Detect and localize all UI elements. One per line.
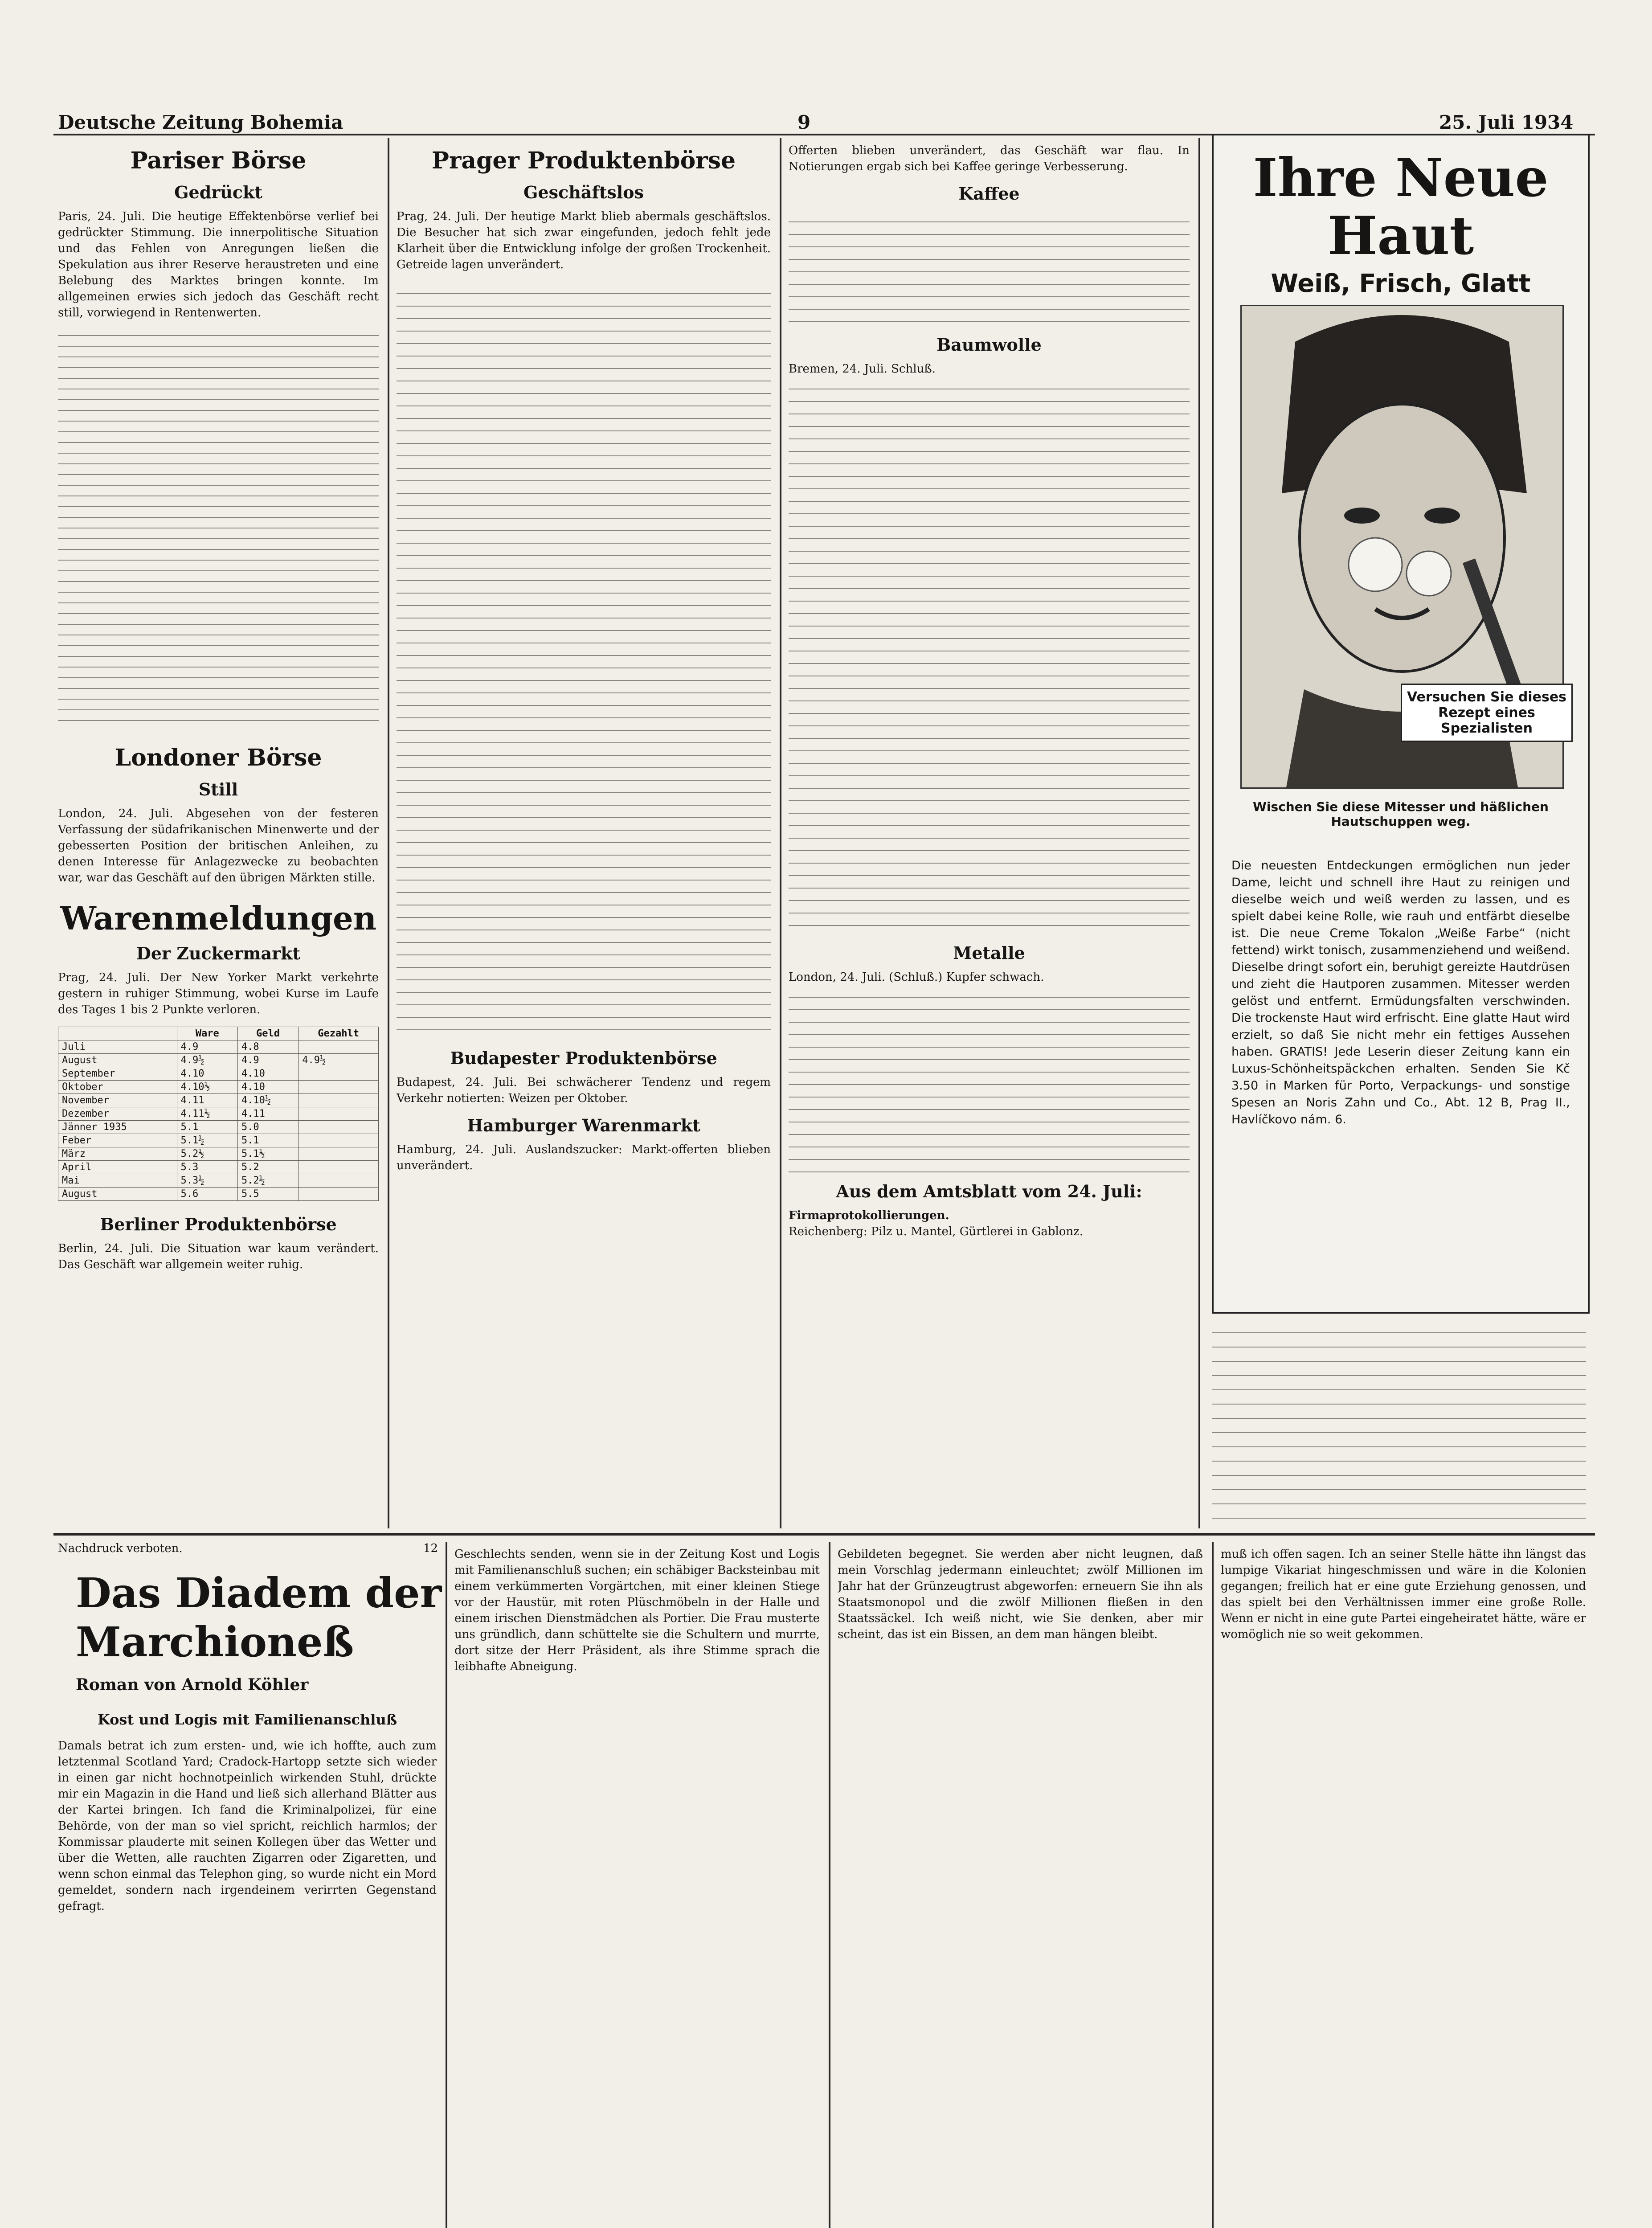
sugar-table — [58, 1027, 379, 1201]
hamburg-title: Hamburger Warenmarkt — [467, 1115, 700, 1135]
metalle-title: Metalle — [953, 943, 1025, 963]
sugar-table-cell: März — [58, 1147, 177, 1161]
novel-author: Roman von Arnold Köhler — [76, 1675, 309, 1694]
sugar-table-cell — [299, 1147, 379, 1161]
sugar-table-row — [58, 1134, 379, 1147]
sugar-table-cell — [299, 1094, 379, 1107]
sugar-table-cell — [299, 1081, 379, 1094]
section-rule — [53, 1533, 1595, 1536]
ad-body: Die neuesten Entdeckungen ermöglichen nun jeder Dame, leicht und schnell ihre Haut zu reinigen und dieselbe weich und weiß werden zu lassen, und es spielt dabei keine Rolle, wie rauh und entfärbt dieselbe ist. Die neue Creme Tokalon „Weiße Farbe“ (nicht fettend) wirkt tonisch, zusammenziehend und weißend. Dieselbe dringt sofort ein, beruhigt gereizte Hautdrüsen und zieht die Hautporen zusammen. Mitesser werden gelöst und entfernt. Ermüdungsfalten verschwinden. Die trockenste Haut wird erfrischt. Eine glatte Haut wird erzielt, so daß Sie nicht mehr ein fettiges Aussehen haben. GRATIS! Jede Leserin dieser Zeitung kann ein Luxus-Schönheitspäckchen erhalten. Senden Sie Kč 3.50 in Marken für Porto, Verpackungs- und sonstige Spesen an Noris Zahn und Co., Abt. 12 B, Prag II., Havlíčkovo nám. 6. — [1231, 859, 1570, 1126]
sugar-table-cell: 5.0 — [237, 1121, 298, 1134]
sugar-table-row — [58, 1094, 379, 1107]
sugar-table-cell: 4.11½ — [177, 1107, 237, 1121]
waren-subtitle: Der Zuckermarkt — [136, 943, 301, 963]
column-finance-left — [58, 143, 379, 1524]
market-right-text: Offerten blieben unverändert, das Geschäft war flau. In Notierungen ergab sich bei Kaffee geringe Verbesserung. — [789, 144, 1190, 173]
sugar-table-cell — [299, 1174, 379, 1188]
baumwolle-text: Bremen, 24. Juli. Schluß. — [789, 362, 936, 376]
header-left: Deutsche Zeitung Bohemia — [58, 111, 343, 133]
sugar-table-cell: Mai — [58, 1174, 177, 1188]
sugar-table-cell: 5.3½ — [177, 1174, 237, 1188]
sugar-header — [58, 1027, 177, 1040]
sugar-table-cell: November — [58, 1094, 177, 1107]
sugar-table-cell: April — [58, 1161, 177, 1174]
sugar-table-row — [58, 1081, 379, 1094]
sugar-table-cell — [299, 1040, 379, 1054]
sugar-table-cell: Feber — [58, 1134, 177, 1147]
novel-rule-1 — [446, 1542, 447, 2228]
novel-notice: Nachdruck verboten. — [58, 1542, 183, 1555]
novel-rule-3 — [1212, 1542, 1214, 2228]
sugar-table-cell: 5.1½ — [177, 1134, 237, 1147]
sugar-table-cell — [299, 1121, 379, 1134]
sugar-table-cell: 4.10 — [177, 1067, 237, 1081]
sugar-table-cell: September — [58, 1067, 177, 1081]
amtsblatt-subtitle: Firmaprotokollierungen. — [789, 1209, 949, 1222]
novel-col2: Geschlechts senden, wenn sie in der Zeitung Kost und Logis mit Familienanschluß suchen; ein schäbiger Backsteinbau mit einem verkümmerten Vorgärtchen, mit einer kleinen Stiege vor der Haustür, mit roten Plüschmöbeln in der Halle und einem irischen Dienstmädchen als Portier. Die Frau musterte uns gründlich, dann schüttelte sie die Schultern und murrte, dort sitze der Herr Präsident, als ihre Stimme sprach die leibhafte Abneigung. — [454, 1548, 820, 1673]
berlin-title: Berliner Produktenbörse — [100, 1214, 337, 1234]
sugar-table-row — [58, 1040, 379, 1054]
ad-badge: Versuchen Sie dieses Rezept eines Spezialisten — [1401, 684, 1573, 742]
sugar-table-row — [58, 1174, 379, 1188]
metalle-text: London, 24. Juli. (Schluß.) Kupfer schwach. — [789, 971, 1044, 984]
sugar-table-cell: August — [58, 1188, 177, 1201]
amtsblatt-title: Aus dem Amtsblatt vom 24. Juli: — [836, 1181, 1142, 1201]
novel-col1: Damals betrat ich zum ersten- und, wie ich hoffte, auch zum letztenmal Scotland Yard; Cradock-Hartopp setzte sich wieder in einen gar nicht hochnotpeinlich wirkenden Stuhl, drückte mir ein Magazin in die Hand und ließ sich allerhand Blätter aus der Kartei bringen. Ich fand die Kriminalpolizei, für eine Behörde, von der man so viel spricht, reichlich harmlos; der Kommissar plauderte mit seinen Kollegen über das Wetter und über die Wetten, alle rauchten Zigarren oder Zigaretten, und wenn schon einmal das Telephon ging, so wurde nicht ein Mord gemeldet, sondern nach irgendeinem verirrten Gegenstand gefragt. — [58, 1739, 437, 1913]
sugar-table-cell — [299, 1188, 379, 1201]
sugar-table-cell: Juli — [58, 1040, 177, 1054]
baumwolle-title: Baumwolle — [936, 335, 1042, 355]
sugar-table-cell — [299, 1161, 379, 1174]
paris-subtitle: Gedrückt — [174, 182, 262, 202]
berlin-text: Berlin, 24. Juli. Die Situation war kaum verändert. Das Geschäft war allgemein weiter ruhig. — [58, 1242, 379, 1271]
baumwolle-block — [789, 377, 1190, 934]
novel-subtitle: Kost und Logis mit Familienanschluß — [97, 1711, 397, 1728]
sugar-table-cell: 4.10½ — [177, 1081, 237, 1094]
sugar-table-cell: 5.2½ — [237, 1174, 298, 1188]
sugar-table-cell: 4.11 — [237, 1107, 298, 1121]
sugar-table-cell: 5.1 — [237, 1134, 298, 1147]
ad-tagline: Weiß, Frisch, Glatt — [1271, 269, 1531, 298]
cream-advertisement — [1212, 134, 1590, 1314]
sugar-header: Geld — [237, 1027, 298, 1040]
sugar-table-cell — [299, 1067, 379, 1081]
sugar-table-cell: 5.1 — [177, 1121, 237, 1134]
budapest-text: Budapest, 24. Juli. Bei schwächerer Tendenz und regem Verkehr notierten: Weizen per Oktober. — [397, 1076, 771, 1105]
sugar-table-cell: 4.9 — [177, 1040, 237, 1054]
sugar-table-row — [58, 1054, 379, 1067]
metalle-block — [789, 985, 1190, 1172]
waren-title: Warenmeldungen — [60, 899, 377, 937]
sugar-table-cell: Dezember — [58, 1107, 177, 1121]
notices-text-block — [1212, 1319, 1586, 1524]
column-finance-right — [789, 143, 1190, 1524]
sugar-table-cell: 4.9½ — [299, 1054, 379, 1067]
sugar-header: Ware — [177, 1027, 237, 1040]
sugar-table-cell: 5.2½ — [177, 1147, 237, 1161]
kaffee-block — [789, 210, 1190, 326]
novel-title: Das Diadem der Marchioneß — [76, 1569, 442, 1666]
column-rule-3 — [1198, 138, 1200, 1528]
prague-title: Prager Produktenbörse — [431, 147, 736, 174]
sugar-table-cell — [299, 1134, 379, 1147]
prague-text: Prag, 24. Juli. Der heutige Markt blieb abermals geschäftslos. Die Besucher hat sich zwar eingefunden, jedoch fehlt jede Klarheit über die Entwicklung infolge der großen Trockenheit. Getreide lagen unverändert. — [397, 210, 771, 271]
sugar-table-cell: 4.9½ — [177, 1054, 237, 1067]
novel-rule-2 — [829, 1542, 830, 2228]
sugar-table-cell: 4.10 — [237, 1067, 298, 1081]
sugar-table-row — [58, 1188, 379, 1201]
paris-quotes-block — [58, 325, 379, 726]
page-number: 9 — [797, 111, 811, 133]
column-finance-middle — [397, 143, 771, 1524]
sugar-table-cell: 5.6 — [177, 1188, 237, 1201]
sugar-table-cell: 4.10½ — [237, 1094, 298, 1107]
column-rule-2 — [780, 138, 781, 1528]
sugar-table-cell: Jänner 1935 — [58, 1121, 177, 1134]
amtsblatt-text: Reichenberg: Pilz u. Mantel, Gürtlerei in Gablonz. — [789, 1225, 1084, 1238]
sugar-table-row — [58, 1121, 379, 1134]
sugar-header: Gezahlt — [299, 1027, 379, 1040]
sugar-table-row — [58, 1161, 379, 1174]
ad-caption: Wischen Sie diese Mitesser und häßlichen Hautschuppen weg. — [1253, 799, 1549, 829]
sugar-table-row — [58, 1107, 379, 1121]
sugar-table-row — [58, 1147, 379, 1161]
london-subtitle: Still — [198, 779, 238, 799]
novel-col3: Gebildeten begegnet. Sie werden aber nicht leugnen, daß mein Vorschlag jedermann einleuchtet; zwölf Millionen im Jahr hat der Grünzeugtrust abgeworfen: erneuern Sie ihn als Staatsmonopol und die zwölf Millionen fließen in den Staatssäckel. Ich weiß nicht, wie Sie denken, aber mir scheint, das ist ein Bissen, an dem man hängen bleibt. — [838, 1548, 1203, 1641]
sugar-table-cell: 5.2 — [237, 1161, 298, 1174]
prague-price-list — [397, 282, 771, 1039]
sugar-table-cell: 5.1½ — [237, 1147, 298, 1161]
sugar-table-cell: August — [58, 1054, 177, 1067]
waren-text: Prag, 24. Juli. Der New Yorker Markt verkehrte gestern in ruhiger Stimmung, wobei Kurse im Laufe des Tages 1 bis 2 Punkte verloren. — [58, 971, 379, 1016]
sugar-table-cell: 4.11 — [177, 1094, 237, 1107]
hamburg-text: Hamburg, 24. Juli. Auslandszucker: Markt-offerten blieben unverändert. — [397, 1143, 771, 1172]
novel-section — [58, 1542, 1595, 2228]
kaffee-title: Kaffee — [958, 184, 1020, 204]
paris-title: Pariser Börse — [130, 147, 307, 174]
paris-text: Paris, 24. Juli. Die heutige Effektenbörse verlief bei gedrückter Stimmung. Die innerpolitische Situation und das Fehlen von Anregungen ließen die Spekulation aus ihrer Reserve heraustreten und eine Belebung des Marktes bringen konnte. Im allgemeinen erwies sich jedoch das Geschäft recht still, vorwiegend in Rentenwerten. — [58, 210, 379, 319]
prague-subtitle: Geschäftslos — [523, 182, 644, 202]
ad-headline: Ihre Neue Haut — [1253, 147, 1549, 266]
header-date: 25. Juli 1934 — [1439, 111, 1574, 133]
sugar-table-cell: 5.3 — [177, 1161, 237, 1174]
novel-number: 12 — [423, 1542, 438, 1555]
column-rule-1 — [388, 138, 389, 1528]
london-title: Londoner Börse — [114, 744, 322, 771]
sugar-table-cell: 4.9 — [237, 1054, 298, 1067]
sugar-table-cell — [299, 1107, 379, 1121]
notices-block — [1212, 1319, 1586, 1524]
sugar-table-row — [58, 1067, 379, 1081]
sugar-table-cell: Oktober — [58, 1081, 177, 1094]
sugar-table-cell: 4.10 — [237, 1081, 298, 1094]
budapest-title: Budapester Produktenbörse — [450, 1048, 717, 1068]
sugar-table-cell: 5.5 — [237, 1188, 298, 1201]
london-text: London, 24. Juli. Abgesehen von der festeren Verfassung der südafrikanischen Minenwerte und der gebesserten Position der britischen Anleihen, zu denen Interesse für Anlagezwecke zu beobachten war, war das Geschäft auf den übrigen Märkten stille. — [58, 807, 379, 885]
novel-col4: muß ich offen sagen. Ich an seiner Stelle hätte ihn längst das lumpige Vikariat hingeschmissen und wäre in die Kolonien gegangen; freilich hat er eine gute Erziehung genossen, und das spielt bei den Verhältnissen immer eine große Rolle. Wenn er nicht in eine gute Partei eingeheiratet hätte, wäre er womöglich nie so weit gekommen. — [1221, 1548, 1586, 1641]
sugar-table-cell: 4.8 — [237, 1040, 298, 1054]
